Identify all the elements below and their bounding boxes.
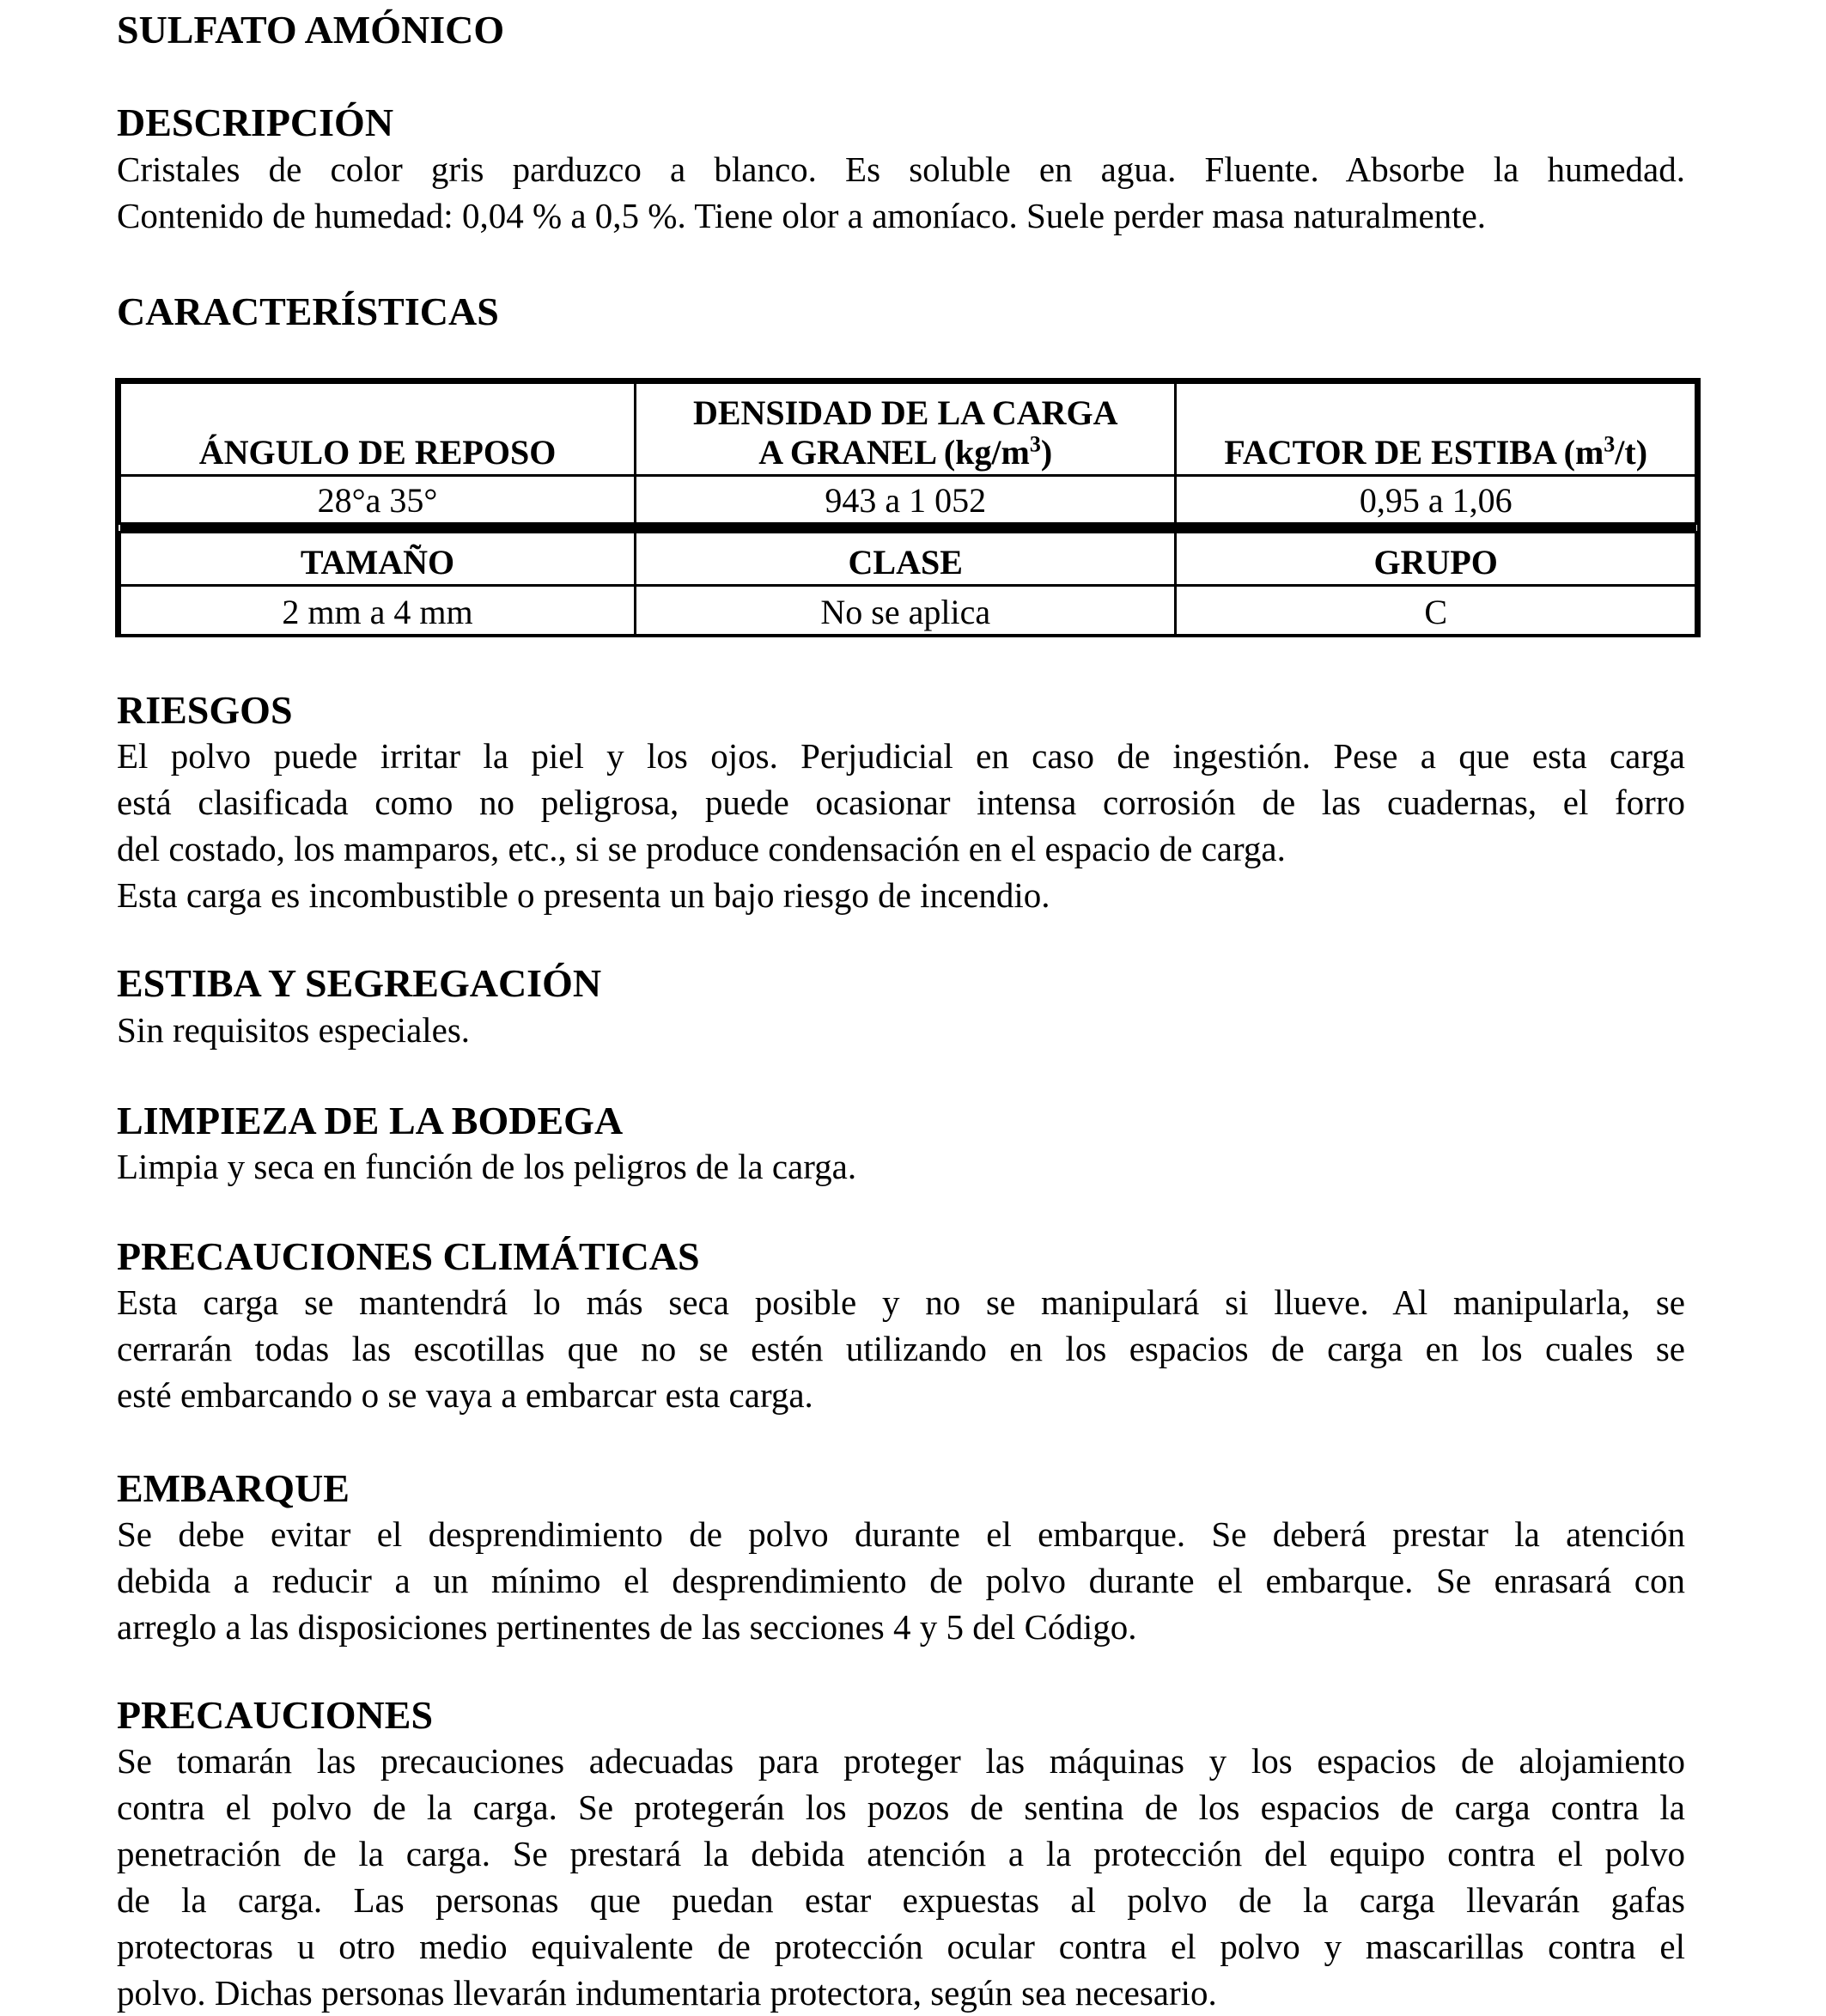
header-clase: CLASE: [636, 533, 1176, 586]
cell-densidad: 943 a 1 052: [636, 476, 1176, 524]
body-line: Limpia y seca en función de los peligros de la carga.: [117, 1147, 857, 1186]
header-factor-estiba: [1176, 383, 1696, 476]
section-body-precauciones: [117, 1738, 1685, 2016]
body-line: Cristales de color gris parduzco a blanco. Es soluble en agua. Fluente. Absorbe la humedad.: [117, 149, 1685, 189]
section-body-estiba: [117, 1007, 1685, 1053]
cell-factor-estiba: 0,95 a 1,06: [1176, 476, 1696, 524]
header-densidad-close: ): [1040, 433, 1053, 472]
header-densidad: [636, 383, 1176, 476]
header-factor-sup: 3: [1604, 431, 1616, 457]
body-line: polvo. Dichas personas llevarán indumentaria protectora, según sea necesario.: [117, 1973, 1217, 2013]
body-line: Se tomarán las precauciones adecuadas para proteger las máquinas y los espacios de alojamiento: [117, 1741, 1685, 1781]
characteristics-table: [115, 378, 1701, 637]
section-body-riesgos: [117, 733, 1685, 918]
section-body-embarque: [117, 1511, 1685, 1650]
body-line: arreglo a las disposiciones pertinentes de las secciones 4 y 5 del Código.: [117, 1607, 1137, 1647]
body-line: El polvo puede irritar la piel y los ojos. Perjudicial en caso de ingestión. Pese a que esta carga: [117, 736, 1685, 776]
table-separator: [120, 524, 1696, 533]
document-title: SULFATO AMÓNICO: [117, 8, 505, 52]
header-tamano: TAMAÑO: [120, 533, 636, 586]
section-heading-climaticas: PRECAUCIONES CLIMÁTICAS: [117, 1234, 700, 1278]
section-body-descripcion: [117, 146, 1685, 239]
header-factor-close: /t): [1615, 433, 1648, 472]
section-heading-riesgos: RIESGOS: [117, 688, 293, 732]
body-line: debida a reducir a un mínimo el desprendimiento de polvo durante el embarque. Se enrasará con: [117, 1561, 1685, 1600]
header-densidad-sup: 3: [1029, 431, 1041, 457]
section-heading-precauciones: PRECAUCIONES: [117, 1693, 434, 1737]
section-body-climaticas: [117, 1279, 1685, 1418]
section-heading-embarque: EMBARQUE: [117, 1466, 350, 1510]
body-line: Se debe evitar el desprendimiento de polvo durante el embarque. Se deberá prestar la atención: [117, 1514, 1685, 1554]
header-angulo-reposo: ÁNGULO DE REPOSO: [120, 383, 636, 476]
section-heading-descripcion: DESCRIPCIÓN: [117, 100, 394, 144]
body-line: esté embarcando o se vaya a embarcar esta carga.: [117, 1375, 813, 1415]
body-line: del costado, los mamparos, etc., si se produce condensación en el espacio de carga.: [117, 829, 1286, 868]
header-densidad-line2: A GRANEL (kg/m: [758, 433, 1030, 472]
body-line: Sin requisitos especiales.: [117, 1010, 471, 1050]
section-heading-limpieza: LIMPIEZA DE LA BODEGA: [117, 1099, 624, 1142]
cell-tamano: 2 mm a 4 mm: [120, 586, 636, 636]
section-heading-estiba: ESTIBA Y SEGREGACIÓN: [117, 961, 602, 1005]
body-line: contra el polvo de la carga. Se protegerán los pozos de sentina de los espacios de carga contra la: [117, 1788, 1685, 1827]
body-line: está clasificada como no peligrosa, puede ocasionar intensa corrosión de las cuadernas, el forro: [117, 783, 1685, 822]
body-line: Esta carga es incombustible o presenta un bajo riesgo de incendio.: [117, 875, 1050, 915]
body-line: penetración de la carga. Se prestará la debida atención a la protección del equipo contra el polvo: [117, 1834, 1685, 1873]
body-line: Contenido de humedad: 0,04 % a 0,5 %. Tiene olor a amoníaco. Suele perder masa naturalmente.: [117, 196, 1487, 235]
body-line: cerrarán todas las escotillas que no se estén utilizando en los espacios de carga en los cuales se: [117, 1329, 1685, 1368]
section-body-limpieza: [117, 1143, 1685, 1190]
body-line: de la carga. Las personas que puedan estar expuestas al polvo de la carga llevarán gafas: [117, 1880, 1685, 1920]
header-grupo: GRUPO: [1176, 533, 1696, 586]
header-densidad-line1: DENSIDAD DE LA CARGA: [692, 393, 1118, 432]
cell-angulo-reposo: 28°a 35°: [120, 476, 636, 524]
body-line: Esta carga se mantendrá lo más seca posible y no se manipulará si llueve. Al manipularla, se: [117, 1282, 1685, 1322]
cell-grupo: C: [1176, 586, 1696, 636]
section-heading-caracteristicas: CARACTERÍSTICAS: [117, 289, 499, 333]
header-factor-text: FACTOR DE ESTIBA (m: [1224, 433, 1604, 472]
body-line: protectoras u otro medio equivalente de protección ocular contra el polvo y mascarillas contra el: [117, 1927, 1685, 1966]
cell-clase: No se aplica: [636, 586, 1176, 636]
